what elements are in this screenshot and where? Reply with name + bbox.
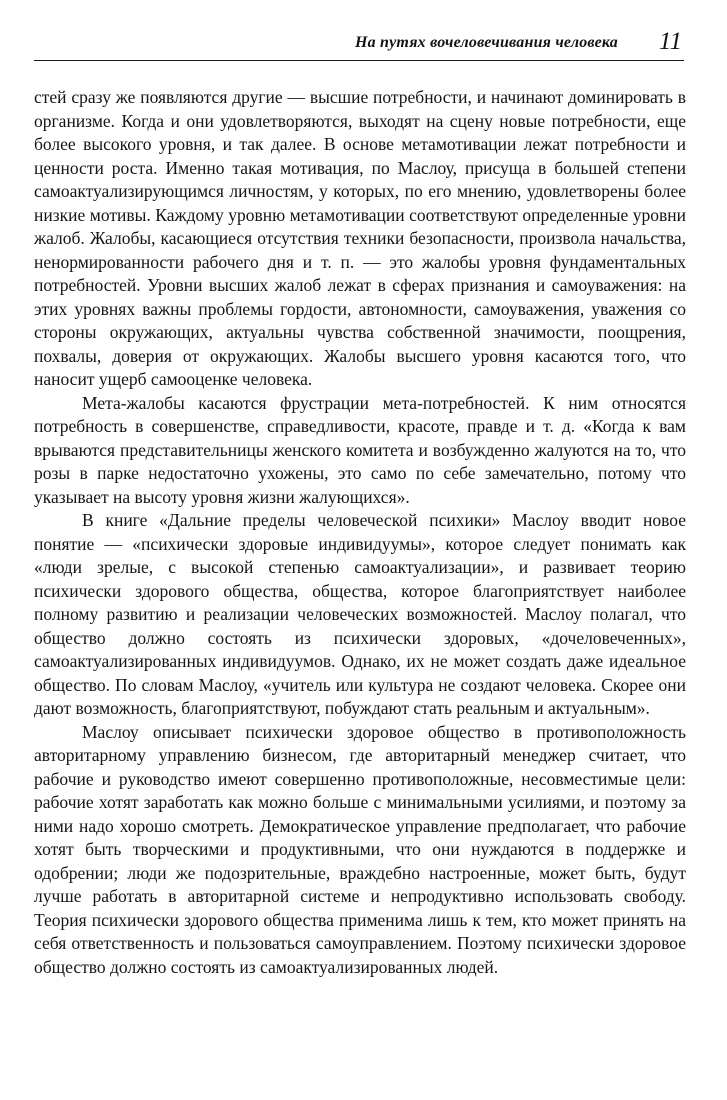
body-text [34, 86, 686, 979]
paragraph-healthy-individuals: В книге «Дальние пределы человеческой психики» Маслоу вводит новое понятие — «психически здоровые индивидуумы», которое следует понимать как «люди зрелые, с высокой степенью самоактуализации», и развивает теорию психически здорового общества, общества, которое благоприятствует наиболее полному развитию и реализации человеческих возможностей. Маслоу полагал, что общество должно состоять из психически здоровых, «дочеловеченных», самоактуализированных индивидуумов. Однако, их не может создать даже идеальное общество. По словам Маслоу, «учитель или культура не создают человека. Скорее они дают возможность, благоприятствуют, побуждают стать реальным и актуальным». [34, 510, 686, 718]
page-number: 11 [658, 28, 682, 55]
running-header [34, 30, 684, 61]
running-title: На путях вочеловечивания человека [354, 34, 618, 51]
paragraph-meta-complaints: Мета-жалобы касаются фрустрации мета-потребностей. К ним относятся потребность в совершенстве, справедливости, красоте, правде и т. д. «Когда к вам врываются представительницы женского комитета и возбужденно жалуются на то, что розы в парке недостаточно ухожены, это само по себе замечательно, потому что указывает на высоту уровня жизни жалующихся». [34, 392, 686, 507]
paragraph-healthy-society: Маслоу описывает психически здоровое общество в противоположность авторитарному управлению бизнесом, где авторитарный менеджер считает, что рабочие и руководство имеют совершенно противоположные, несовместимые цели: рабочие хотят заработать как можно больше с минимальными усилиями, и поэтому за ними надо хорошо смотреть. Демократическое управление предполагает, что рабочие хотят быть творческими и продуктивными, что они нуждаются в поддержке и одобрении; люди же подозрительные, враждебно настроенные, может быть, будут лучше работать в авторитарной системе и непродуктивно использовать свободу. Теория психически здорового общества применима лишь к тем, кто может принять на себя ответственность и пользоваться самоуправлением. Поэтому психически здоровое общество должно состоять из самоактуализированных людей. [34, 721, 686, 977]
paragraph-continuation: стей сразу же появляются другие — высшие потребности, и начинают доминировать в организме. Когда и они удовлетворяются, выходят на сцену новые потребности, еще более высокого уровня, и так далее. В основе метамотивации лежат потребности и ценности роста. Именно такая мотивация, по Маслоу, присуща в большей степени самоактуализирующимся личностям, у которых, по его мнению, удовлетворены более низкие мотивы. Каждому уровню метамотивации соответствуют определенные уровни жалоб. Жалобы, касающиеся отсутствия техники безопасности, произвола начальства, ненормированности рабочего дня и т. п. — это жалобы уровня фундаментальных потребностей. Уровни высших жалоб лежат в сферах признания и самоуважения: на этих уровнях важны проблемы гордости, автономности, самоуважения, уважения со стороны окружающих, актуальны чувства собственной значимости, поощрения, похвалы, доверия от окружающих. Жалобы высшего уровня касаются того, что наносит ущерб самооценке человека. [34, 87, 686, 389]
